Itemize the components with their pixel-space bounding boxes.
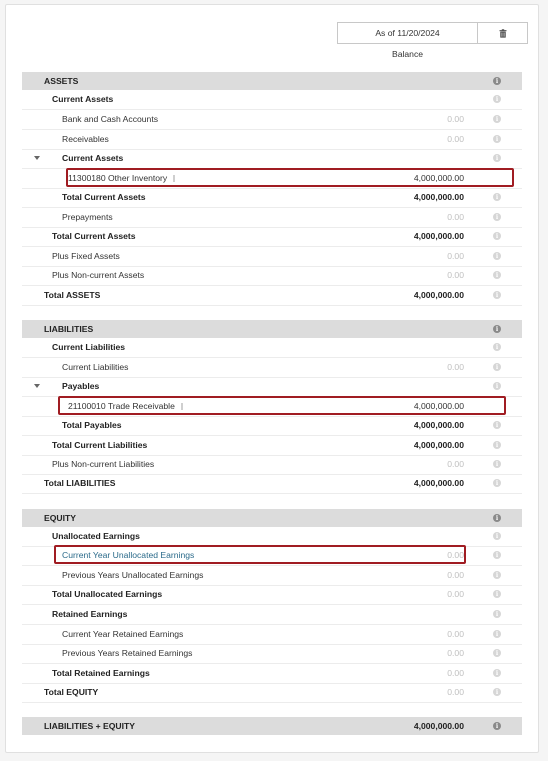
table-row — [22, 130, 522, 150]
row-label: Current Assets — [52, 94, 114, 105]
table-row[interactable] — [22, 377, 522, 397]
info-icon[interactable]: i — [493, 213, 501, 221]
info-icon[interactable]: i — [493, 479, 501, 487]
row-label: 11300180 Other Inventory — [68, 173, 168, 184]
table-row — [22, 286, 522, 306]
row-value: 0.00 — [447, 668, 464, 679]
table-row — [22, 110, 522, 130]
info-icon[interactable]: i — [493, 460, 501, 468]
info-icon[interactable]: i — [493, 193, 501, 201]
row-value: 4,000,000.00 — [413, 192, 464, 203]
table-row — [22, 585, 522, 605]
row-label: Receivables — [62, 134, 109, 145]
row-label: Total EQUITY — [44, 687, 99, 698]
info-icon[interactable]: i — [493, 630, 501, 638]
info-icon[interactable]: i — [493, 363, 501, 371]
table-row — [22, 208, 522, 228]
row-label: Prepayments — [62, 212, 113, 223]
info-icon[interactable]: i — [493, 649, 501, 657]
info-icon[interactable]: i — [493, 95, 501, 103]
row-label: Total LIABILITIES — [44, 478, 116, 489]
row-label: Current Liabilities — [52, 342, 126, 353]
table-row[interactable] — [22, 546, 522, 566]
row-label[interactable]: Current Year Unallocated Earnings — [62, 550, 195, 561]
row-value: 0.00 — [447, 134, 464, 145]
table-row — [22, 266, 522, 286]
table-row — [22, 566, 522, 586]
info-icon[interactable]: i — [493, 514, 501, 522]
row-label: Plus Non-current Assets — [52, 270, 145, 281]
info-icon[interactable]: i — [493, 669, 501, 677]
info-icon[interactable]: i — [493, 571, 501, 579]
row-label: Plus Fixed Assets — [52, 251, 120, 262]
account-row[interactable] — [22, 169, 522, 189]
row-label: Payables — [62, 381, 100, 392]
info-icon[interactable]: i — [493, 343, 501, 351]
table-row — [22, 527, 522, 547]
row-label: Current Assets — [62, 153, 124, 164]
row-value: 0.00 — [447, 251, 464, 262]
row-label: Total Current Assets — [52, 231, 136, 242]
row-value: 0.00 — [447, 687, 464, 698]
row-value: 0.00 — [447, 589, 464, 600]
row-value: 0.00 — [447, 550, 464, 561]
row-label: Plus Non-current Liabilities — [52, 459, 155, 470]
info-icon[interactable]: i — [493, 154, 501, 162]
row-value: 4,000,000.00 — [413, 173, 464, 184]
table-row — [22, 436, 522, 456]
row-label: Current Year Retained Earnings — [62, 629, 184, 640]
info-icon[interactable]: i — [493, 232, 501, 240]
info-icon[interactable]: i — [493, 271, 501, 279]
row-label: Total ASSETS — [44, 290, 101, 301]
caret-down-icon[interactable] — [34, 384, 40, 388]
row-label: LIABILITIES + EQUITY — [44, 721, 135, 731]
info-icon[interactable]: i — [493, 325, 501, 333]
date-column-header[interactable]: As of 11/20/2024 — [337, 22, 478, 44]
table-row — [22, 605, 522, 625]
table-row — [22, 625, 522, 645]
row-value: 0.00 — [447, 362, 464, 373]
table-row — [22, 358, 522, 378]
delete-column-button[interactable] — [478, 22, 528, 44]
info-icon[interactable]: i — [493, 421, 501, 429]
table-row — [22, 188, 522, 208]
section-row — [22, 320, 522, 338]
info-icon[interactable]: i — [493, 551, 501, 559]
row-label: 21100010 Trade Receivable — [68, 401, 175, 412]
table-row — [22, 455, 522, 475]
table-row — [22, 664, 522, 684]
caret-down-icon[interactable] — [34, 156, 40, 160]
row-label: Retained Earnings — [52, 609, 128, 620]
drag-handle-icon[interactable] — [173, 175, 175, 182]
table-row — [22, 644, 522, 664]
row-label: Total Current Liabilities — [52, 440, 148, 451]
row-label: ASSETS — [44, 76, 79, 86]
info-icon[interactable]: i — [493, 532, 501, 540]
row-value: 4,000,000.00 — [413, 231, 464, 242]
section-row — [22, 509, 522, 527]
row-value: 0.00 — [447, 212, 464, 223]
table-row — [22, 416, 522, 436]
info-icon[interactable]: i — [493, 610, 501, 618]
table-row — [22, 247, 522, 267]
row-label: Bank and Cash Accounts — [62, 114, 159, 125]
row-value: 0.00 — [447, 629, 464, 640]
section-row — [22, 72, 522, 90]
row-value: 4,000,000.00 — [413, 420, 464, 431]
table-row[interactable] — [22, 149, 522, 169]
row-value: 4,000,000.00 — [413, 478, 464, 489]
row-label: Total Retained Earnings — [52, 668, 150, 679]
row-value: 0.00 — [447, 114, 464, 125]
info-icon[interactable]: i — [493, 291, 501, 299]
info-icon[interactable]: i — [493, 722, 501, 730]
row-value: 0.00 — [447, 270, 464, 281]
balance-column-label: Balance — [391, 49, 424, 59]
row-label: Total Payables — [62, 420, 122, 431]
info-icon[interactable]: i — [493, 688, 501, 696]
info-icon[interactable]: i — [493, 77, 501, 85]
row-value: 4,000,000.00 — [413, 290, 464, 301]
table-row — [22, 227, 522, 247]
row-value: 4,000,000.00 — [413, 440, 464, 451]
row-label: Total Unallocated Earnings — [52, 589, 163, 600]
row-value: 0.00 — [447, 459, 464, 470]
row-value: 0.00 — [447, 570, 464, 581]
info-icon[interactable]: i — [493, 252, 501, 260]
row-value: 4,000,000.00 — [413, 721, 464, 731]
info-icon[interactable]: i — [493, 441, 501, 449]
report-header — [337, 22, 528, 45]
table-row — [22, 90, 522, 110]
account-row[interactable] — [22, 397, 522, 417]
section-row — [22, 717, 522, 735]
table-row — [22, 338, 522, 358]
trash-icon — [499, 29, 507, 38]
info-icon[interactable]: i — [493, 382, 501, 390]
row-value: 0.00 — [447, 648, 464, 659]
row-label: EQUITY — [44, 513, 76, 523]
table-row — [22, 683, 522, 703]
info-icon[interactable]: i — [493, 135, 501, 143]
info-icon[interactable]: i — [493, 115, 501, 123]
table-row — [22, 474, 522, 494]
row-value: 4,000,000.00 — [413, 401, 464, 412]
row-label: Current Liabilities — [62, 362, 129, 373]
row-label: Total Current Assets — [62, 192, 146, 203]
row-label: Unallocated Earnings — [52, 531, 140, 542]
row-label: Previous Years Unallocated Earnings — [62, 570, 204, 581]
row-label: LIABILITIES — [44, 324, 94, 334]
row-label: Previous Years Retained Earnings — [62, 648, 193, 659]
info-icon[interactable]: i — [493, 590, 501, 598]
drag-handle-icon[interactable] — [181, 403, 183, 410]
